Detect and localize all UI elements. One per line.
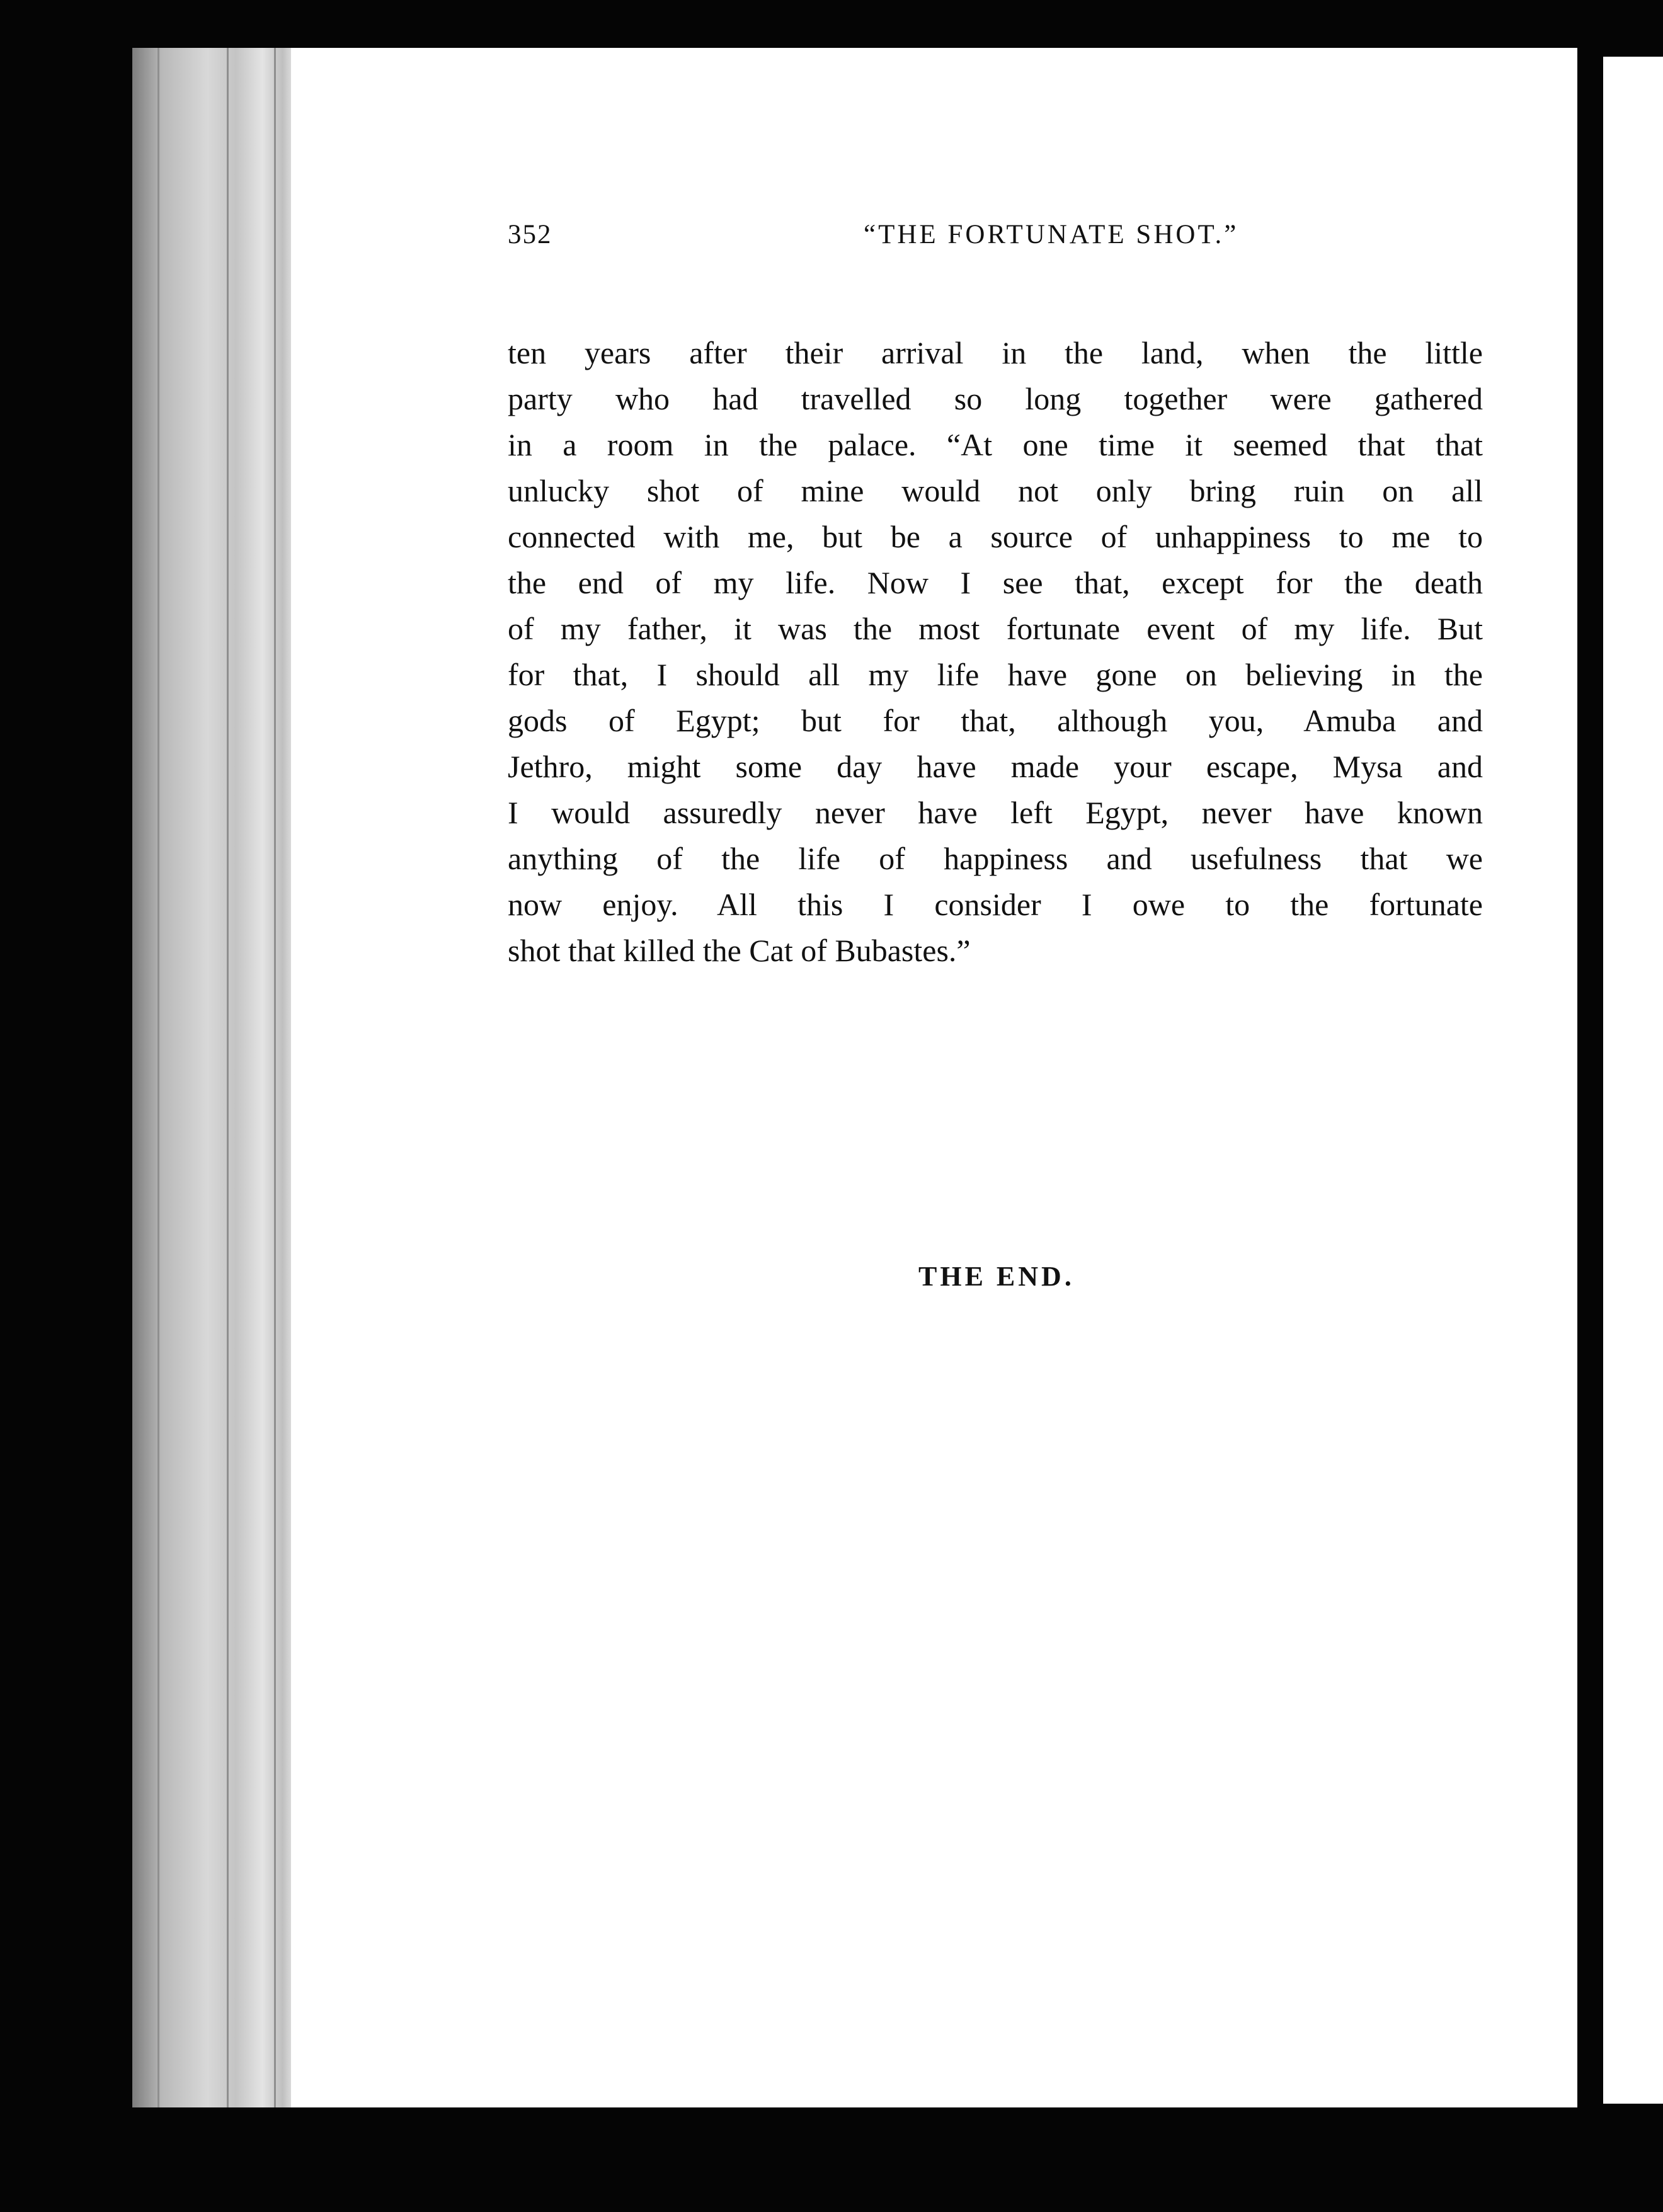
page-edge-line <box>274 48 276 2107</box>
text-line: shot that killed the Cat of Bubastes.” <box>508 933 971 968</box>
text-line: connected with me, but be a source of unhappiness to me to <box>508 519 1483 554</box>
text-line: of my father, it was the most fortunate event of my life. But <box>508 611 1483 646</box>
page-edges <box>132 48 299 2107</box>
text-line: unlucky shot of mine would not only bring ruin on all <box>508 473 1483 508</box>
text-line: I would assuredly never have left Egypt, never have known <box>508 795 1483 830</box>
text-line: in a room in the palace. “At one time it seemed that that <box>508 427 1483 462</box>
text-line: party who had travelled so long together were gathered <box>508 381 1483 416</box>
book-page <box>291 48 1577 2107</box>
running-title: “THE FORTUNATE SHOT.” <box>864 220 1239 249</box>
body-text <box>508 330 1483 974</box>
text-line: for that, I should all my life have gone on believing in the <box>508 657 1483 692</box>
facing-page-edge <box>1603 57 1663 2104</box>
text-line: the end of my life. Now I see that, except for the death <box>508 565 1483 600</box>
text-line: gods of Egypt; but for that, although you, Amuba and <box>508 703 1483 738</box>
page-edge-line <box>227 48 229 2107</box>
text-line: now enjoy. All this I consider I owe to the fortunate <box>508 887 1483 922</box>
text-line: anything of the life of happiness and usefulness that we <box>508 841 1483 876</box>
running-head <box>508 219 1478 270</box>
text-line: Jethro, might some day have made your escape, Mysa and <box>508 749 1483 784</box>
page-edge-line <box>157 48 159 2107</box>
text-line: ten years after their arrival in the land, when the little <box>508 335 1483 370</box>
page-number: 352 <box>508 220 552 249</box>
the-end: THE END. <box>918 1261 1075 1292</box>
